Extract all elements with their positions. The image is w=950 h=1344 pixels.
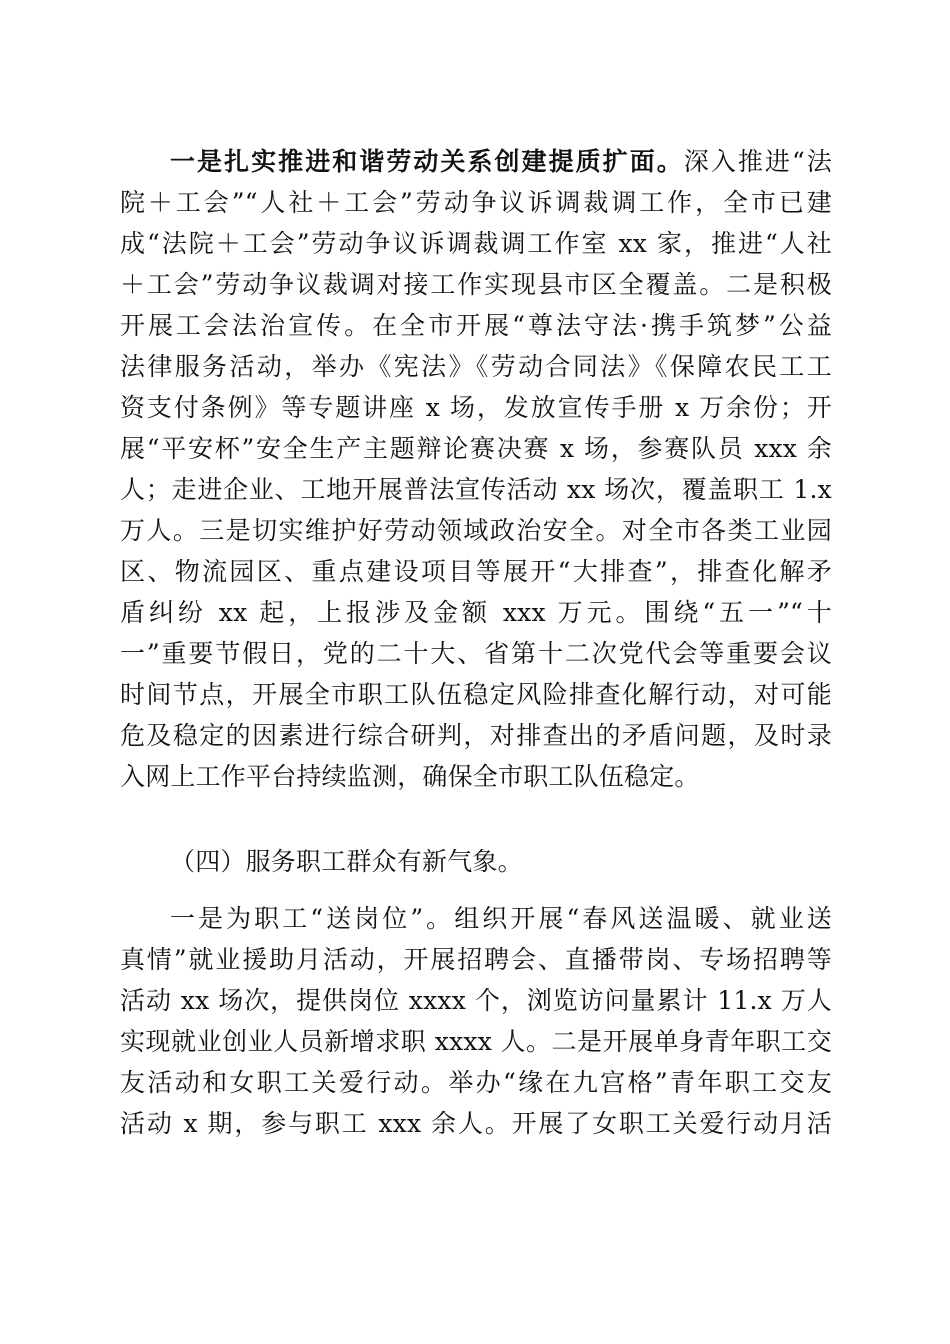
section-heading: （四）服务职工群众有新气象。 bbox=[170, 847, 523, 876]
paragraph-line: 危及稳定的因素进行综合研判，对排查出的矛盾问题，及时录 bbox=[120, 721, 832, 750]
paragraph-line: 时间节点，开展全市职工队伍稳定风险排查化解行动，对可能 bbox=[120, 680, 832, 709]
paragraph-line: 院＋工会”“人社＋工会”劳动争议诉调裁调工作，全市已建 bbox=[120, 188, 832, 217]
paragraph-line: 资支付条例》等专题讲座 x 场，发放宣传手册 x 万余份；开 bbox=[120, 393, 832, 422]
paragraph-line: 友活动和女职工关爱行动。举办“缘在九宫格”青年职工交友 bbox=[120, 1068, 832, 1097]
paragraph-lead: 一是扎实推进和谐劳动关系创建提质扩面。 bbox=[170, 147, 684, 176]
paragraph-line: 盾纠纷 xx 起，上报涉及金额 xxx 万元。围绕“五一”“十 bbox=[120, 598, 832, 627]
paragraph-line: 活动 x 期，参与职工 xxx 余人。开展了女职工关爱行动月活 bbox=[120, 1109, 832, 1138]
section-heading-block bbox=[120, 841, 832, 882]
paragraph-line: 展“平安杯”安全生产主题辩论赛决赛 x 场，参赛队员 xxx 余 bbox=[120, 434, 832, 463]
paragraph-line: 万人。三是切实维护好劳动领域政治安全。对全市各类工业园 bbox=[120, 516, 832, 545]
paragraph-line: 真情”就业援助月活动，开展招聘会、直播带岗、专场招聘等 bbox=[120, 945, 832, 974]
paragraph-line: 开展工会法治宣传。在全市开展“尊法守法·携手筑梦”公益 bbox=[120, 311, 832, 340]
paragraph-line: 一是扎实推进和谐劳动关系创建提质扩面。深入推进“法 bbox=[170, 147, 832, 176]
paragraph-line: 一是为职工“送岗位”。组织开展“春风送温暖、就业送 bbox=[170, 904, 832, 933]
paragraph-labor-relations bbox=[120, 141, 832, 797]
paragraph-line: 实现就业创业人员新增求职 xxxx 人。二是开展单身青年职工交 bbox=[120, 1027, 832, 1056]
paragraph-line: 一”重要节假日，党的二十大、省第十二次党代会等重要会议 bbox=[120, 639, 832, 668]
paragraph-line: 成“法院＋工会”劳动争议诉调裁调工作室 xx 家，推进“人社 bbox=[120, 229, 832, 258]
paragraph-line: 法律服务活动，举办《宪法》《劳动合同法》《保障农民工工 bbox=[120, 352, 832, 381]
paragraph-line: ＋工会”劳动争议裁调对接工作实现县市区全覆盖。二是积极 bbox=[120, 270, 832, 299]
paragraph-line: 人；走进企业、工地开展普法宣传活动 xx 场次，覆盖职工 1.x bbox=[120, 475, 832, 504]
paragraph-line: 区、物流园区、重点建设项目等展开“大排查”，排查化解矛 bbox=[120, 557, 832, 586]
paragraph-serve-workers bbox=[120, 898, 832, 1144]
paragraph-line: 入网上工作平台持续监测，确保全市职工队伍稳定。 bbox=[120, 762, 700, 791]
paragraph-line: 活动 xx 场次，提供岗位 xxxx 个，浏览访问量累计 11.x 万人 bbox=[120, 986, 832, 1015]
